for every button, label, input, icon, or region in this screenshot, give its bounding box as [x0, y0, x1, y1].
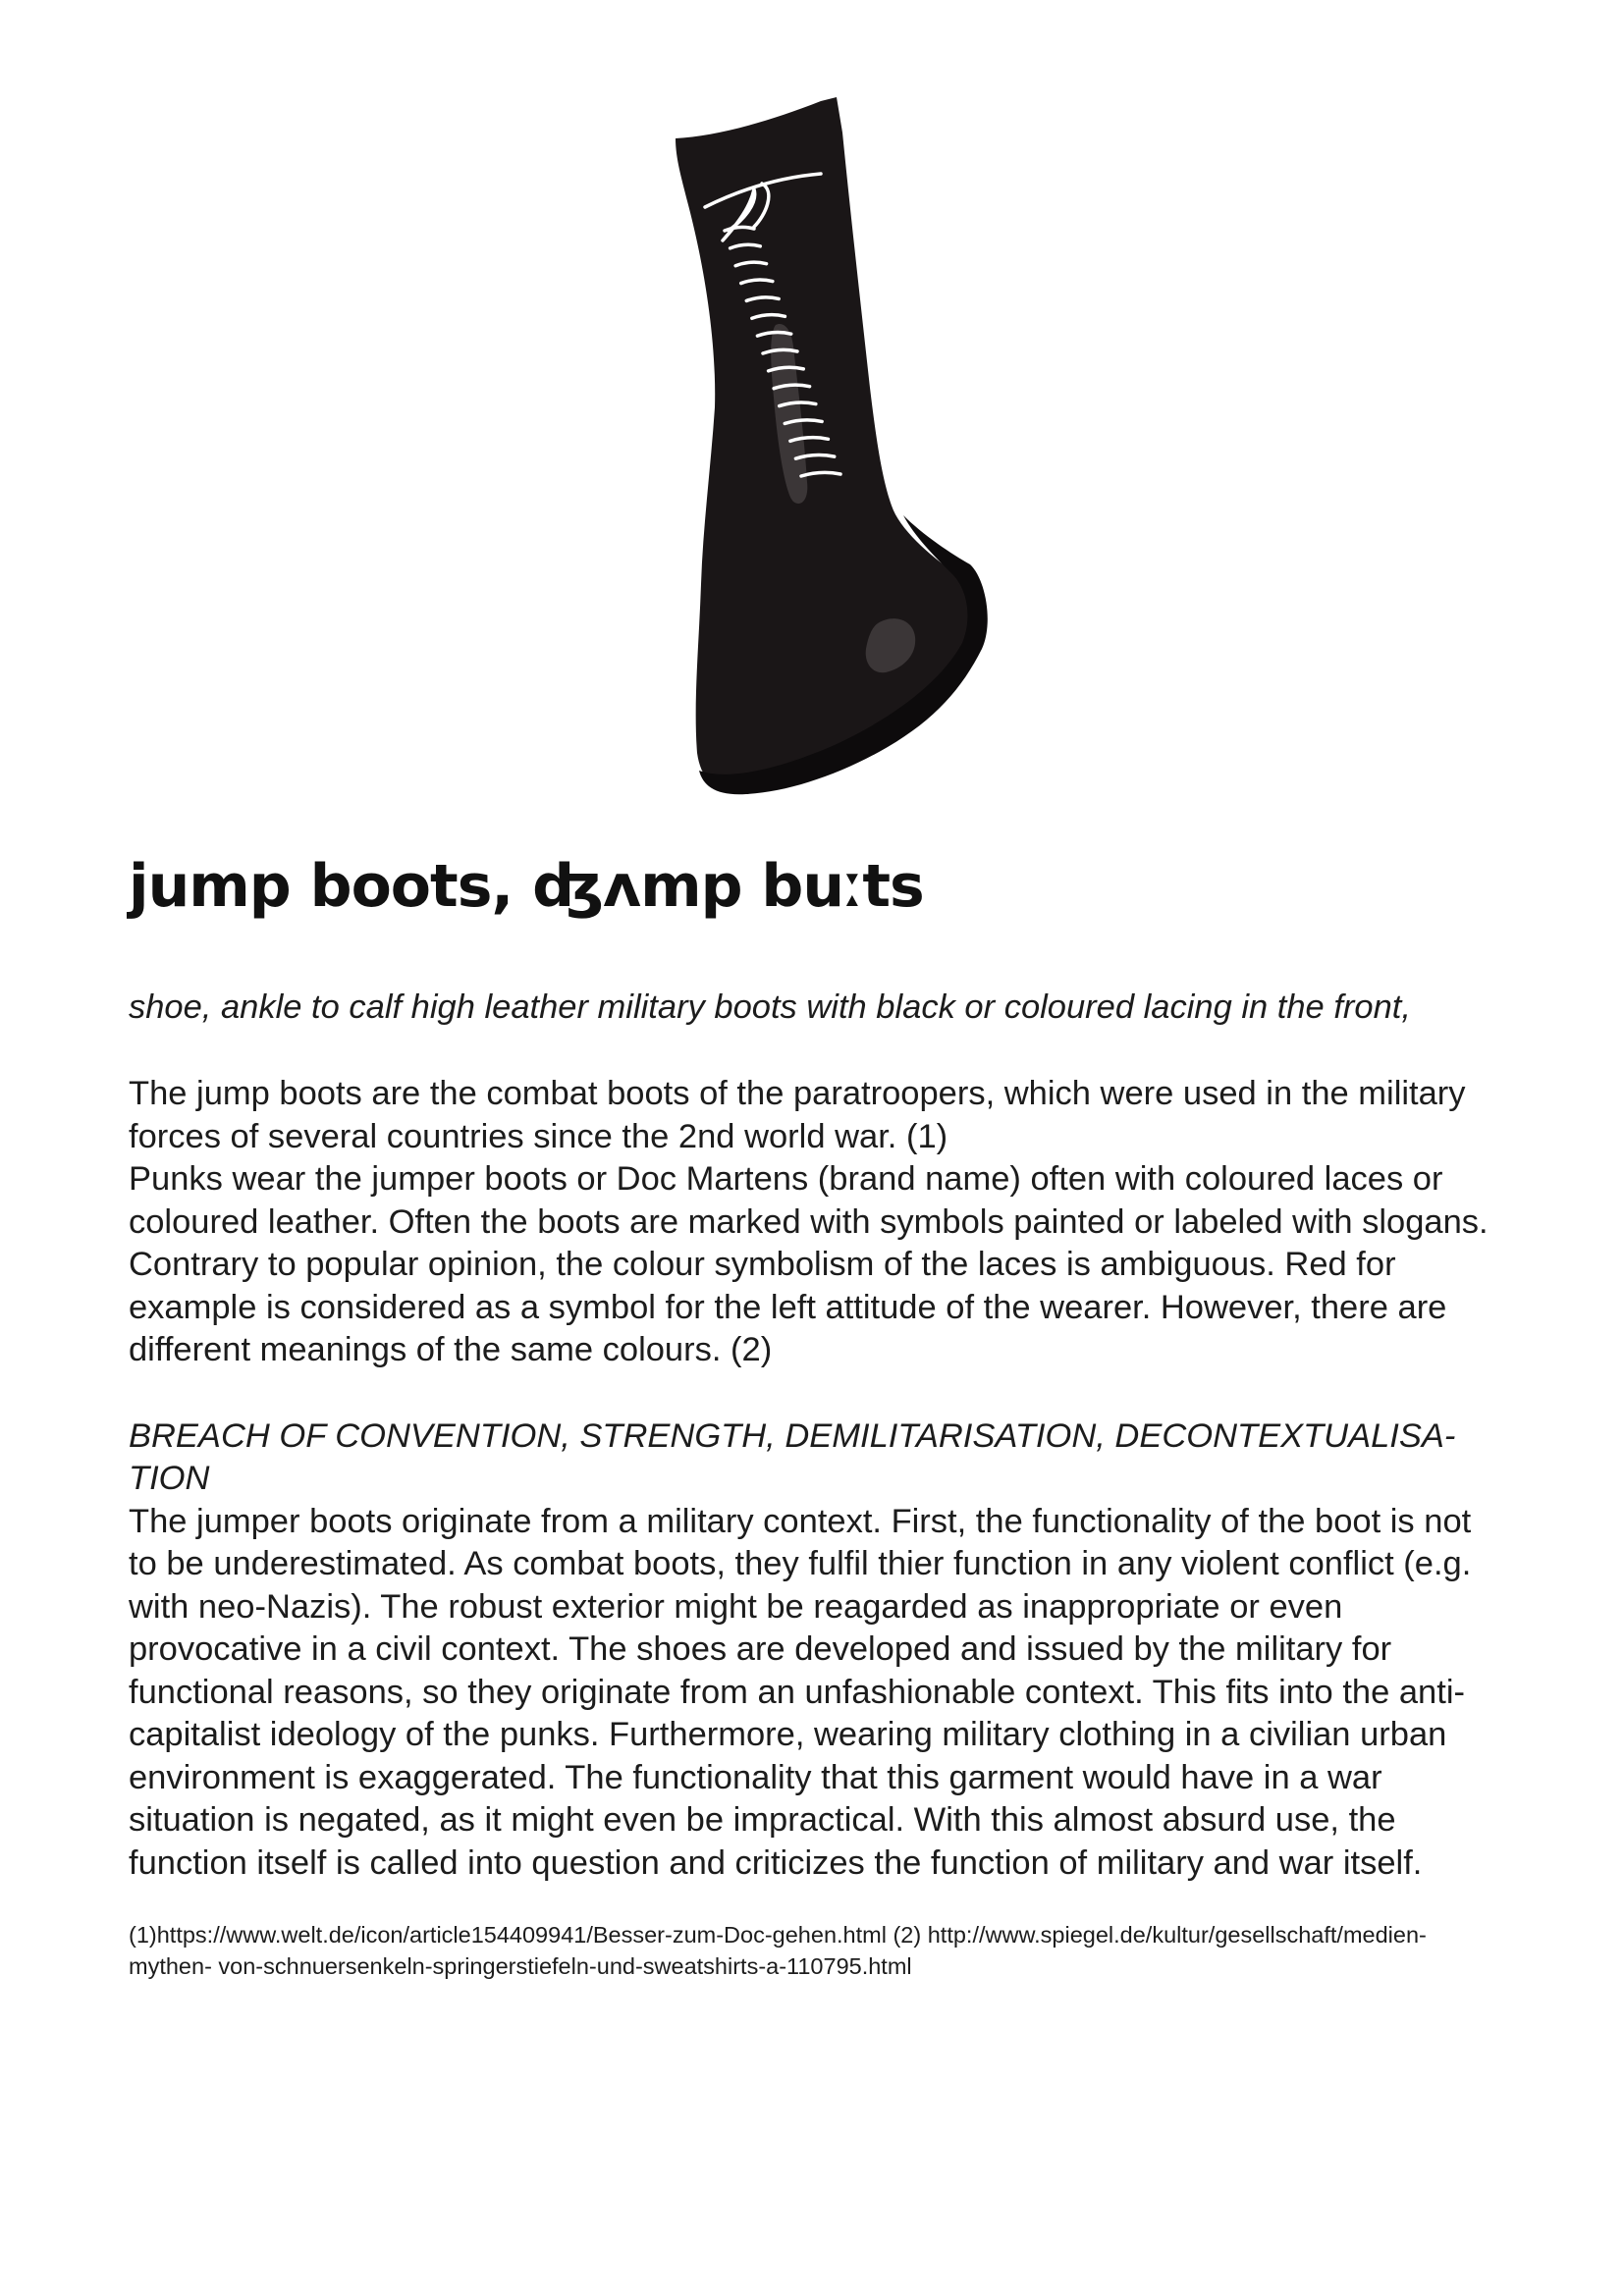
entry-analysis: The jumper boots originate from a military context. First, the functionality of the boot is not to be underestimated. As combat boots, they fulfil thier function in any violent conflict (e.g. with neo-Nazis). The robust exterior might be reagarded as inappropriate or even provocative in a civil context. The shoes are developed and issued by the military for functional reasons, so they originate from an unfashionable context. This fits into the anti-capitalist ideology of the punks. Furthermore, wearing military clothing in a civilian urban environment is exaggerated. The functionality that this garment would have in a war situation is negated, as it might even be impractical. With this almost absurd use, the function itself is called into question and criticizes the function of military and war itself.	[129, 1502, 1472, 1882]
description-paragraph: The jump boots are the combat boots of the paratroopers, which were used in the military forces of several countries since the 2nd world war. (1)	[129, 1075, 1466, 1155]
description-paragraph: Contrary to popular opinion, the colour symbolism of the laces is ambiguous. Red for example is considered as a symbol for the left attitude of the wearer. However, there are different meanings of the same colours. (2)	[129, 1246, 1447, 1368]
entry	[129, 842, 1493, 1982]
description-paragraph: Punks wear the jumper boots or Doc Martens (brand name) often with coloured laces or coloured leather. Often the boots are marked with symbols painted or labeled with slogans.	[129, 1160, 1489, 1241]
entry-references: (1)https://www.welt.de/icon/article154409941/Besser-zum-Doc-gehen.html (2) http://www.spiegel.de/kultur/gesellschaft/medien-mythen- von-schnuersenkeln-springerstiefeln-und-sweatshirts-a-110795.html	[129, 1922, 1427, 1979]
boot-illustration	[628, 93, 1021, 800]
entry-concepts: BREACH OF CONVENTION, STRENGTH, DEMILITARISATION, DECONTEXTUALISATION	[129, 1416, 1456, 1497]
entry-description	[129, 1073, 1493, 1372]
entry-definition: shoe, ankle to calf high leather military boots with black or coloured lacing in the front,	[129, 988, 1411, 1026]
entry-title: jump boots, ʤʌmp buːts	[129, 852, 924, 921]
